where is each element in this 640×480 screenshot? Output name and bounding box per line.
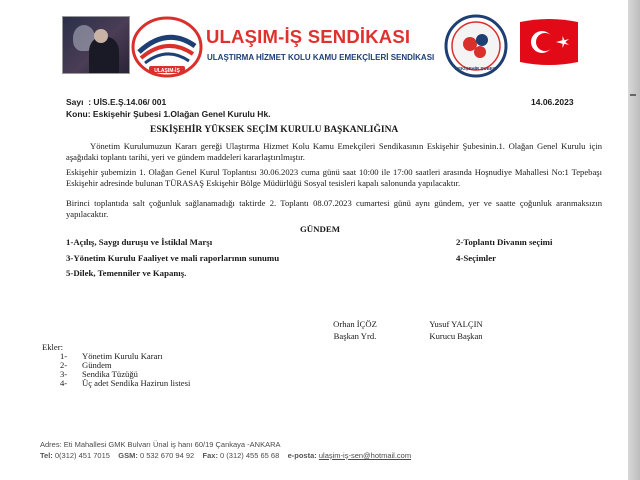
subject-line: Konu: Eskişehir Şubesi 1.Olağan Genel Kurulu Hk. bbox=[66, 109, 271, 119]
paragraph-3: Birinci toplantıda salt çoğunluk sağlanamadığı taktirde 2. Toplantı 08.07.2023 cumartesi günü aynı gündem, yer ve saatte çoğunluk aranmaksızın yapılacaktır. bbox=[66, 198, 602, 219]
signatory-title: Başkan Yrd. bbox=[333, 331, 377, 341]
paragraph-1: Yönetim Kurulumuzun Kararı gereği Ulaştırma Hizmet Kolu Kamu Emekçileri Sendikasının Eskişehir Şubesinin.1. Olağan Genel Kurulu için aşağıdaki toplantı tarihi, yeri ve gündem maddeleri kararlaştırılmıştır. bbox=[66, 141, 602, 162]
attachment-item: 4- Üç adet Sendika Hazirun listesi bbox=[60, 378, 191, 388]
scroll-marker bbox=[630, 94, 636, 96]
agenda-title: GÜNDEM bbox=[299, 224, 341, 234]
footer-contact: Tel: 0(312) 451 7015 GSM: 0 532 670 94 92 Fax: 0 (312) 455 65 68 e-posta: ulaşim-iş-sen@hotmail.com bbox=[40, 451, 412, 460]
left-logo-text: ULAŞIM-İŞ bbox=[154, 68, 180, 74]
page-edge-shadow bbox=[628, 0, 640, 480]
signatory-name: Yusuf YALÇIN bbox=[429, 319, 483, 329]
letter-heading: ESKİŞEHİR YÜKSEK SEÇİM KURULU BAŞKANLIĞINA bbox=[150, 125, 399, 135]
right-logo-text: ESKİŞEHİR ŞUBESİ bbox=[454, 66, 498, 71]
attachments-label: Ekler: bbox=[42, 342, 63, 352]
agenda-item: 2-Toplantı Divanın seçimi bbox=[456, 237, 553, 247]
letter-date: 14.06.2023 bbox=[531, 97, 574, 107]
attachment-item: 3- Sendika Tüzüğü bbox=[60, 369, 138, 379]
union-emblem-logo bbox=[131, 16, 203, 78]
agenda-item: 5-Dilek, Temenniler ve Kapanış. bbox=[66, 268, 187, 278]
paragraph-2: Eskişehir şubemizin 1. Olağan Genel Kurul Toplantısı 30.06.2023 cuma günü saat 10:00 ile 17:00 saatleri arasında Hoşnudiye Mahallesi No:1 Tepebaşı Eskişehir adresinde bulunan TÜRASAŞ Eskişehir Bölge Müdürlüğü Sosyal tesisleri kapalı salonunda yapılacaktır. bbox=[66, 167, 602, 188]
agenda-item: 3-Yönetim Kurulu Faaliyet ve mali raporlarının sunumu bbox=[66, 253, 280, 263]
agenda-item: 1-Açılış, Saygı duruşu ve İstiklal Marşı bbox=[66, 237, 213, 247]
founder-photo bbox=[62, 16, 130, 74]
footer-address: Adres: Eti Mahallesi GMK Bulvarı Ünal iş hanı 60/19 Çankaya -ANKARA bbox=[40, 440, 281, 449]
union-title: ULAŞIM-İŞ SENDİKASI bbox=[206, 26, 411, 47]
reference-number: Sayı : UİS.E.Ş.14.06/ 001 bbox=[66, 97, 167, 107]
signatory-title: Kurucu Başkan bbox=[429, 331, 483, 341]
agenda-item: 4-Seçimler bbox=[456, 253, 497, 263]
attachment-item: 1- Yönetim Kurulu Kararı bbox=[60, 351, 163, 361]
turkish-flag-icon bbox=[518, 16, 580, 68]
branch-emblem-logo bbox=[442, 14, 510, 78]
attachment-item: 2- Gündem bbox=[60, 360, 112, 370]
union-subtitle: ULAŞTIRMA HİZMET KOLU KAMU EMEKÇİLERİ SENDİKASI bbox=[207, 53, 435, 62]
signatory-name: Orhan İÇÖZ bbox=[333, 319, 377, 329]
